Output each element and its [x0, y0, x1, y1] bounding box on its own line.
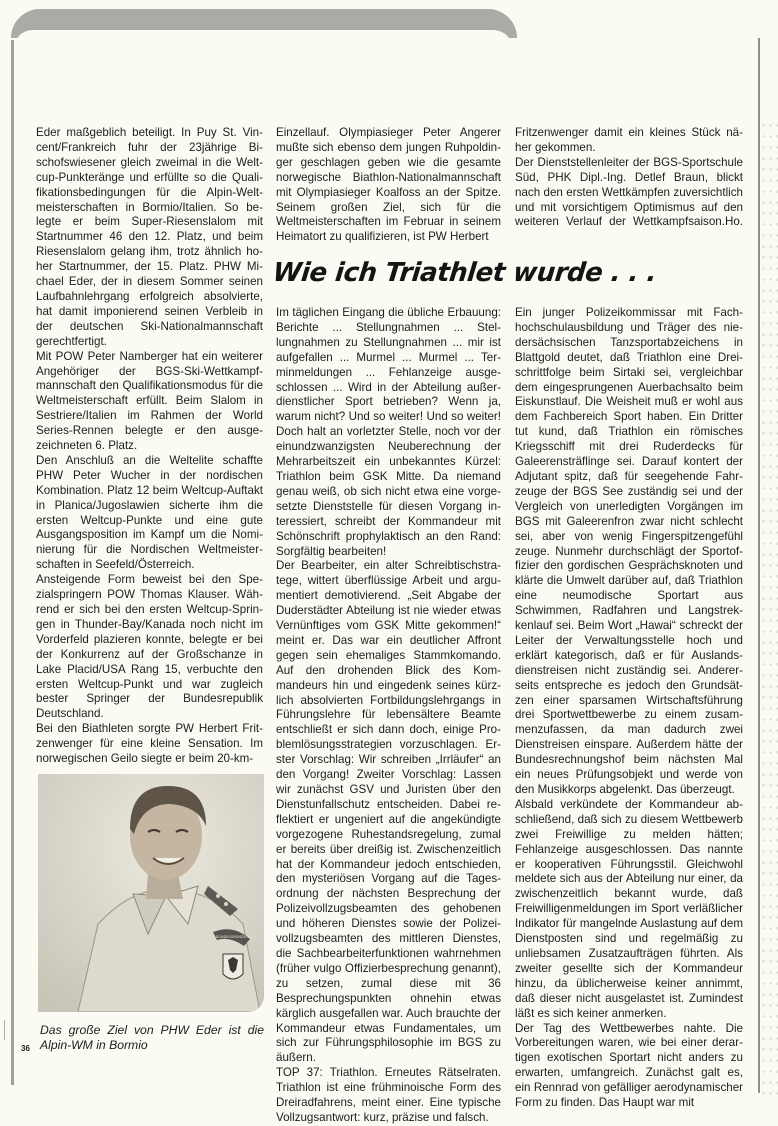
paragraph: Mit POW Peter Namberger hat ein weiterer Angehöriger der BGS-Ski-Wettkampfmannschaft den Qualifikationsmodus für die Weltmeisterschaft erfüllt. Beim Slalom in Sestriere/Italien im Rahmen der World Series-Rennen belegte er den ausgezeichneten 6. Platz.: [36, 349, 263, 453]
column-1: [36, 126, 263, 767]
article-headline: Wie ich Triathlet wurde . . .: [271, 258, 658, 288]
column-3-top: [515, 126, 743, 230]
photo-caption: Das große Ziel von PHW Eder ist die Alpin-WM in Bormio: [40, 1023, 264, 1052]
page-number: 36: [21, 1044, 30, 1053]
column-2-top: [276, 126, 501, 245]
paragraph: Bei den Biathleten sorgte PW Herbert Fritzenwenger für eine kleine Sensation. Im norwegischen Geilo siegte er beim 20-km-: [36, 722, 263, 766]
paragraph: Eder maßgeblich beteiligt. In Puy St. Vincent/Frankreich fuhr der 23jährige Bischofswiesener gleich zweimal in die Weltcup-Punkteränge und erfüllte so die Qualifikationsbedingungen für die Alpin-Weltmeisterschaften in Bormio/Italien. So belegte er beim Super-Riesenslalom mit Startnummer 46 den 12. Platz, und beim Riesenslalom gelang ihm, trotz ähnlich hoher Startnummer, der 15. Platz. PHW Michael Eder, der in diesem Sommer seinen Laufbahnlehrgang erfolgreich absolvierte, hat damit imponierend seinen Verbleib in der deutschen Ski-Nationalmannschaft gerechtfertigt.: [36, 126, 263, 348]
paragraph: Den Anschluß an die Weltelite schaffte PHW Peter Wucher in der nordischen Kombination. Platz 12 beim Weltcup-Auftakt in Planica/Jugoslawien sicherte ihm die ersten Weltcup-Punkte und eine gute Ausgangsposition im Kampf um die Nominierung für die Nordischen Weltmeisterschaften in Seefeld/Österreich.: [36, 453, 263, 572]
portrait-photo: [38, 774, 264, 1012]
paragraph: Alsbald verkündete der Kommandeur abschließend, daß sich zu diesem Wettbewerb zwei Freiwillige zu melden hätten; Fehlanzeige ausgeschlossen. Das nannte er kooperativen Führungsstil. Gleichwohl meldete sich aus der Abteilung nur einer, da zwischenzeitlich bekannt wurde, daß Freiwilligenmeldungen im Sport verläßlicher Indikator für mangelnde Auslastung auf dem Dienstposten sind und regelmäßig zu unliebsamen Zusatzaufträgen führten. Als zweiter gesellte sich der Kommandeur hinzu, da üblicherweise keiner annimmt, daß dieser nicht ausgelastet ist. Zumindest läßt es sich keiner anmerken.: [515, 797, 743, 1020]
margin-speckle: [760, 120, 778, 1100]
page-frame-left-rule: [11, 40, 14, 1085]
paragraph: Der Bearbeiter, ein alter Schreibtischstratege, wittert überflüssige Arbeit und argumentiert demotivierend. „Seit Abgabe der Duderstädter Abteilung ist nie wieder etwas Vernünftiges vom GSK Mitte gekommen!“ meint er. Das war ein deutlicher Affront gegen sein ehemaliges Stammkomando. Auf den drohenden Blick des Kommandeurs hin und eingedenk seines kürzlich absolvierten Fortbildungslehrgangs in Führungslehre für lebensältere Beamte entschließt er sich dann doch, einige Problemlösungsstrategien vorzuschlagen. Erster Vorschlag: Wir schreiben „Irrläufer“ an den Vorgang! Zweiter Vorschlag: Lassen wir zunächst GSV und Juristen über den Dienstunfallschutz entscheiden. Dabei reflektiert er ungeniert auf die angekündigte vorgezogene Ruhestandsregelung, zumal er bereits über dreißig ist. Zwischenzeitlich hat der Kommandeur jedoch entschieden, den mysteriösen Vorgang auf die Tagesordnung der nächsten Besprechung der Polizeivollzugsbeamten des gehobenen und höheren Dienstes sowie der Polizeivollzugsbeamten des mittleren Dienstes, die Sachbearbeiterfunktionen wahrnehmen (früher vulgo Offizierbesprechung genannt), zu setzen, zumal diese mit 36 Besprechungspunkten ohnehin etwas kärglich ausgefallen war. Auch brauchte der Kommandeur etwas Fundamentales, um sich zur Führungsphilosophie im BGS zu äußern.: [276, 559, 501, 1065]
paragraph: Ein junger Polizeikommissar mit Fachhochschulausbildung und Träger des niedersächsischen Tanzsportabzeichens in Blattgold deutet, daß Triathlon eine Dreischrittfolge beim Sirtaki sei, vergleichbar dem eingesprungenen Auerbachsalto beim Eiskunstlauf. Die Weisheit muß er wohl aus dem Fachbereich Sport haben. Ein Dritter tut kund, daß Triathlon ein römisches Kriegsschiff mit drei Ruderdecks für Galeerensträflinge sei. Darauf kontert der Adjutant spitz, daß für seegehende Fahrzeuge der BGS See zuständig sei und der Vergleich von unerledigten Vorgängen im BGS mit Galeerenfron zwar nicht schlecht sei, aber von wenig Fingerspitzengefühl zeuge. Nunmehr durchschlägt der Sportoffizier den gordischen Gesprächsknoten und klärte die Umwelt darüber auf, daß Triathlon eine neumodische Sportart aus Schwimmen, Radfahren und Langstrekkenlauf sei. Beim Wort „Hawai“ schreckt der Leiter der Verwaltungsstelle hoch und erklärt kategorisch, daß er für Auslandsdienstreisen nicht zuständig sei. Andererseits entspreche es jedoch den Grundsätzen einer sparsamen Wirtschaftsführung drei Sportwettbewerbe zu einem zusammenzufassen, da man dadurch zwei Dienstreisen einspare. Außerdem hätte der Bundesrechnungshof beim nächsten Mal ein neues Prüfungsobjekt und werde von den Musikkorps abgelenkt. Das überzeugt.: [515, 306, 743, 796]
paragraph: Fritzenwenger damit ein kleines Stück näher gekommen.: [515, 126, 743, 154]
svg-text:BUNDESGRENZSCHUTZ: BUNDESGRENZSCHUTZ: [216, 935, 258, 939]
author-signature: Ho.: [724, 215, 743, 229]
paragraph: Einzellauf. Olympiasieger Peter Angerer mußte sich ebenso dem jungen Ruhpoldinger geschlagen geben wie die gesamte norwegische Biathlon-Nationalmannschaft mit Olympiasieger Koalfoss an der Spitze. Seinem großen Ziel, sich für die Weltmeisterschaften im Februar in seinem Heimatort zu qualifizieren, ist PW Herbert: [276, 126, 501, 244]
article-column-2: [515, 306, 743, 1111]
article-column-1: [276, 306, 501, 1126]
paragraph: [515, 156, 743, 231]
portrait-illustration: [38, 774, 264, 1012]
paragraph: Der Tag des Wettbewerbes nahte. Die Vorbereitungen waren, wie bei einer derartigen exotischen Sportart nicht anders zu erwarten, umfangreich. Zunächst galt es, ein Rennrad von gefälliger aerodynamischer Form zu finden. Das Haupt war mit: [515, 1021, 743, 1110]
paragraph: Im täglichen Eingang die übliche Erbauung: Berichte ... Stellungnahmen ... Stellungnahmen zu Stellungnahmen ... mir ist aufgefallen ... Murmel ... Murmel ... Terminmeldungen ... Fehlanzeige ausgeschlossen ... Wird in der Abteilung außerdienstlicher Sport betrieben? Wenn ja, warum nicht? Und so weiter! Und so weiter! Doch halt an vorletzter Stelle, noch vor der einundzwanzigsten Neuberechnung der Mehrarbeitszeit ein unbekanntes Kürzel: Triathlon beim GSK Mitte. Da niemand genau weiß, ob sich nicht etwa eine vorgesetzte Dienststelle für diesen Vorgang interessiert, schreibt der Kommandeur mit Schönschrift prophylaktisch an den Rand: Sorgfältig bearbeiten!: [276, 306, 501, 558]
paragraph: Ansteigende Form beweist bei den Spezialspringern POW Thomas Klauser. Während er sich bei den ersten Weltcup-Springen in Thunder-Bay/Kanada noch nicht im Vorderfeld plazieren konnte, belegte er bei der Konkurrenz auf der Großschanze in Lake Placid/USA Rang 15, verbuchte den ersten Weltcup-Punkt und war zugleich bester Springer der Bundesrepublik Deutschland.: [36, 573, 263, 721]
paragraph-text: Der Dienststellenleiter der BGS-Sportschule Süd, PHK Dipl.-Ing. Detlef Braun, blickt nach den ersten Wettkämpfen zuversichtlich und mit vorsichtigem Optimismus auf den weiteren Verlauf der Wettkampfsaison.: [515, 155, 743, 229]
margin-mark: [4, 1020, 5, 1040]
paragraph: TOP 37: Triathlon. Erneutes Rätselraten. Triathlon ist eine frühminoische Form des Dreiradfahrens, meint einer. Eine typische Vollzugsantwort: kurz, präzise und falsch.: [276, 1066, 501, 1124]
